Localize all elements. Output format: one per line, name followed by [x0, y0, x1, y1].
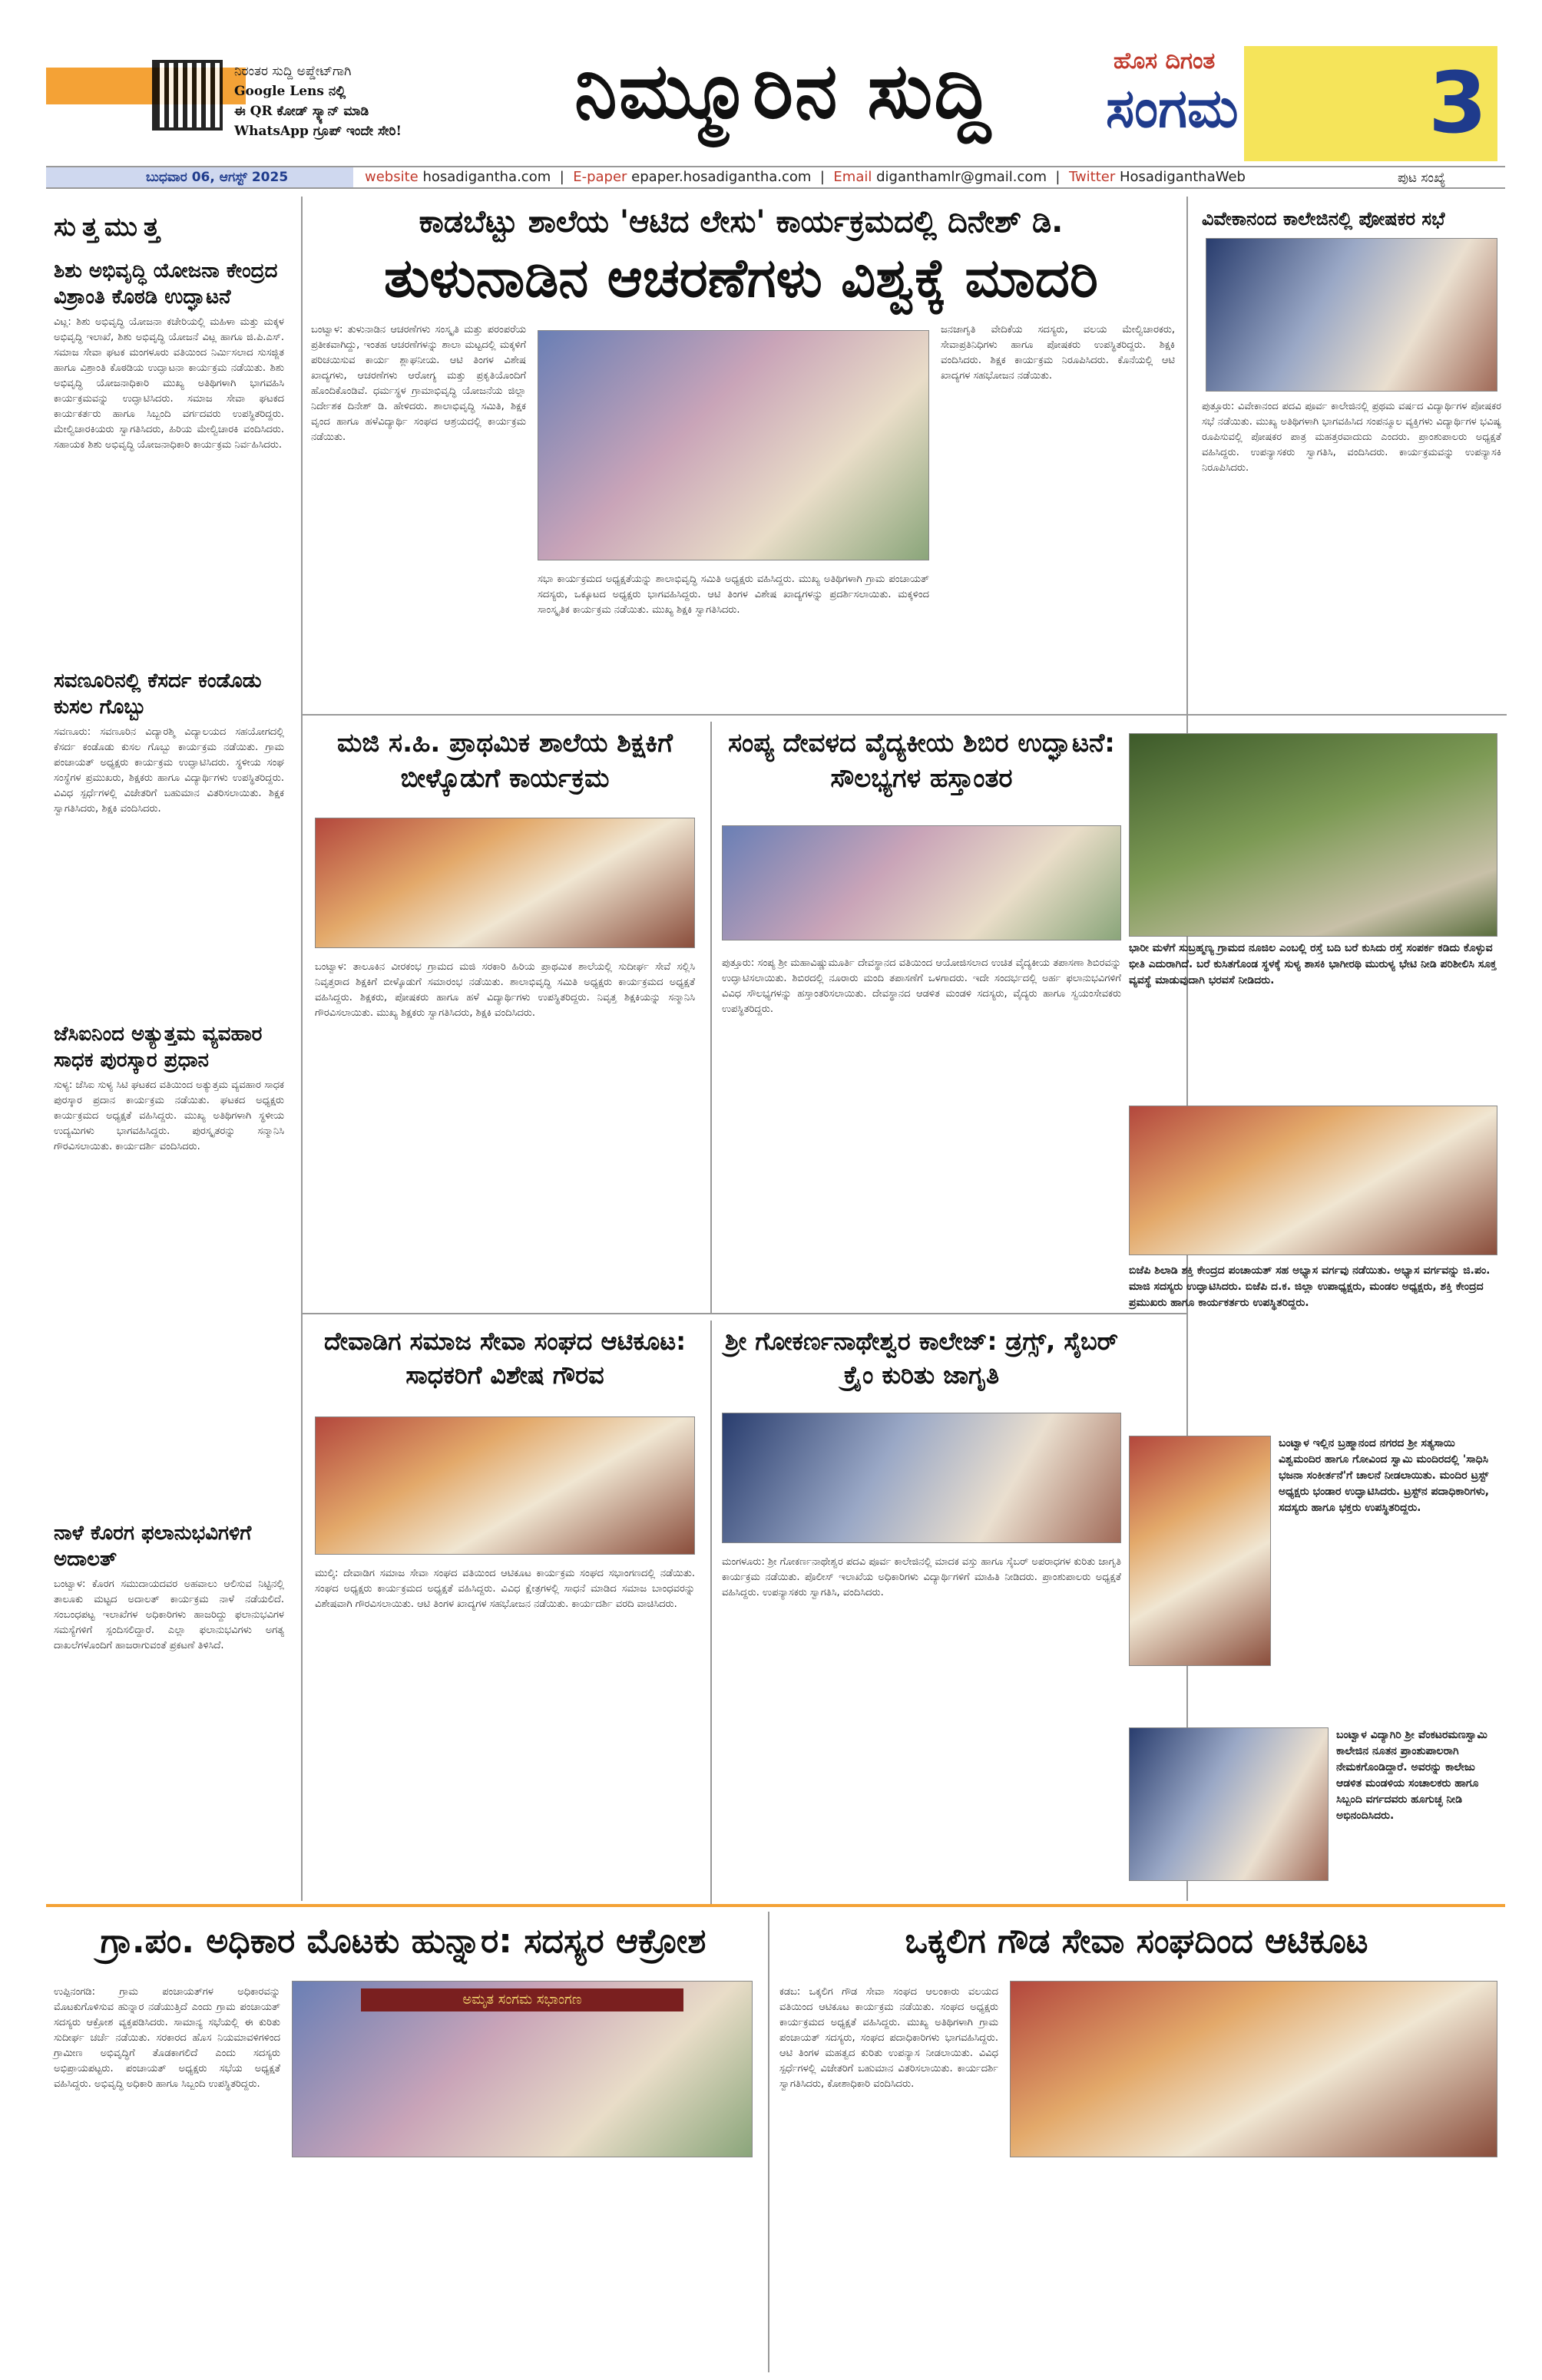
twitter-link[interactable]: HosadiganthaWeb	[1120, 169, 1246, 185]
issue-date: ಬುಧವಾರ 06, ಆಗಸ್ಟ್ 2025	[46, 167, 353, 187]
email-link[interactable]: diganthamlr@gmail.com	[876, 169, 1047, 185]
mid-left-headline: ಮಜಿ ಸ.ಹಿ. ಪ್ರಾಥಮಿಕ ಶಾಲೆಯ ಶಿಕ್ಷಕಿಗೆ ಬೀಳ್ಕೊಡುಗೆ ಕಾರ್ಯಕ್ರಮ	[337, 728, 673, 794]
low-center-body: ಮಂಗಳೂರು: ಶ್ರೀ ಗೋಕರ್ಣನಾಥೇಶ್ವರ ಪದವಿ ಪೂರ್ವ ಕಾಲೇಜಿನಲ್ಲಿ ಮಾದಕ ವಸ್ತು ಹಾಗೂ ಸೈಬರ್ ಅಪರಾಧಗಳ ಕುರಿತು ಜಾಗೃತಿ ಕಾರ್ಯಕ್ರಮ ನಡೆಯಿತು. ಪೊಲೀಸ್ ಇಲಾಖೆಯ ಅಧಿಕಾರಿಗಳು ವಿದ್ಯಾರ್ಥಿಗಳಿಗೆ ಮಾಹಿತಿ ನೀಡಿದರು. ಪ್ರಾಂಶುಪಾಲರು ಅಧ್ಯಕ್ಷತೆ ವಹಿಸಿದ್ದರು. ಉಪನ್ಯಾಸಕರು ಸ್ವಾಗತಿಸಿ, ವಂದಿಸಿದರು.	[722, 1556, 1121, 1598]
sidebar-story	[54, 1520, 284, 1654]
sidebar-story-body: ಸುಳ್ಯ: ಜೆಸಿಐ ಸುಳ್ಯ ಸಿಟಿ ಘಟಕದ ವತಿಯಿಂದ ಅತ್ಯುತ್ತಮ ವ್ಯವಹಾರ ಸಾಧಕ ಪುರಸ್ಕಾರ ಪ್ರದಾನ ಕಾರ್ಯಕ್ರಮ ನಡೆಯಿತು. ಘಟಕದ ಅಧ್ಯಕ್ಷರು ಕಾರ್ಯಕ್ರಮದ ಅಧ್ಯಕ್ಷತೆ ವಹಿಸಿದ್ದರು. ಮುಖ್ಯ ಅತಿಥಿಗಳಾಗಿ ಸ್ಥಳೀಯ ಉದ್ಯಮಿಗಳು ಭಾಗವಹಿಸಿದ್ದರು. ಪುರಸ್ಕೃತರನ್ನು ಸನ್ಮಾನಿಸಿ ಗೌರವಿಸಲಾಯಿತು. ಕಾರ್ಯದರ್ಶಿ ವಂದಿಸಿದರು.	[54, 1079, 284, 1152]
landslide-caption: ಭಾರೀ ಮಳೆಗೆ ಸುಬ್ರಹ್ಮಣ್ಯ ಗ್ರಾಮದ ನೂಜಿಲ ಎಂಬಲ್ಲಿ ರಸ್ತೆ ಬದಿ ಬರೆ ಕುಸಿದು ರಸ್ತೆ ಸಂಪರ್ಕ ಕಡಿದು ಕೊಳ್ಳುವ ಭೀತಿ ಎದುರಾಗಿದೆ. ಬರೆ ಕುಸಿತಗೊಂಡ ಸ್ಥಳಕ್ಕೆ ಸುಳ್ಯ ಶಾಸಕಿ ಭಾಗೀರಥಿ ಮುರುಳ್ಯ ಭೇಟಿ ನೀಡಿ ಪರಿಶೀಲಿಸಿ ಸೂಕ್ತ ವ್ಯವಸ್ಥೆ ಮಾಡುವುದಾಗಿ ಭರವಸೆ ನೀಡಿದರು.	[1129, 942, 1497, 987]
mid-center-headline: ಸಂಪ್ಯ ದೇವಳದ ವೈದ್ಯಕೀಯ ಶಿಬಿರ ಉದ್ಘಾಟನೆ: ಸೌಲಭ್ಯಗಳ ಹಸ್ತಾಂತರ	[728, 728, 1115, 794]
sidebar-story-body: ವಿಟ್ಲ: ಶಿಶು ಅಭಿವೃದ್ಧಿ ಯೋಜನಾ ಕಚೇರಿಯಲ್ಲಿ ಮಹಿಳಾ ಮತ್ತು ಮಕ್ಕಳ ಅಭಿವೃದ್ಧಿ ಇಲಾಖೆ, ಶಿಶು ಅಭಿವೃದ್ಧಿ ಯೋಜನೆ ವಿಟ್ಲ ಹಾಗೂ ಜಿ.ಪಿ.ಎಸ್. ಸಮಾಜ ಸೇವಾ ಘಟಕ ಮಂಗಳೂರು ವತಿಯಿಂದ ನಿರ್ಮಿಸಲಾದ ಸುಸಜ್ಜಿತ ಹಾಗೂ ವಿಶ್ರಾಂತಿ ಕೊಠಡಿಯ ಉದ್ಘಾಟನಾ ಕಾರ್ಯಕ್ರಮ ನಡೆಯಿತು. ಶಿಶು ಅಭಿವೃದ್ಧಿ ಯೋಜನಾಧಿಕಾರಿ ಮುಖ್ಯ ಅತಿಥಿಗಳಾಗಿ ಭಾಗವಹಿಸಿ ಕಾರ್ಯಕ್ರಮವನ್ನು ಉದ್ಘಾಟಿಸಿದರು. ಸಮಾಜ ಸೇವಾ ಘಟಕದ ಕಾರ್ಯಕರ್ತರು ಹಾಗೂ ಸಿಬ್ಬಂದಿ ವರ್ಗದವರು ಉಪಸ್ಥಿತರಿದ್ದರು. ಮೇಲ್ವಿಚಾರಕಿಯರು ಸ್ವಾಗತಿಸಿದರು, ಹಿರಿಯ ಮೇಲ್ವಿಚಾರಕಿ ವಂದಿಸಿದರು. ಸಹಾಯಕ ಶಿಶು ಅಭಿವೃದ್ಧಿ ಯೋಜನಾಧಿಕಾರಿ ಕಾರ್ಯಕ್ರಮ ನಿರ್ವಹಿಸಿದರು.	[54, 316, 284, 451]
sidebar-header: ಸುತ್ತಮುತ್ತ	[54, 212, 166, 243]
sidebar-story-body: ಬಂಟ್ವಾಳ: ಕೊರಗ ಸಮುದಾಯದವರ ಅಹವಾಲು ಆಲಿಸುವ ನಿಟ್ಟಿನಲ್ಲಿ ತಾಲೂಕು ಮಟ್ಟದ ಅದಾಲತ್ ಕಾರ್ಯಕ್ರಮ ನಾಳೆ ನಡೆಯಲಿದೆ. ಸಂಬಂಧಪಟ್ಟ ಇಲಾಖೆಗಳ ಅಧಿಕಾರಿಗಳು ಹಾಜರಿದ್ದು ಫಲಾನುಭವಿಗಳ ಸಮಸ್ಯೆಗಳಿಗೆ ಸ್ಪಂದಿಸಲಿದ್ದಾರೆ. ಎಲ್ಲಾ ಫಲಾನುಭವಿಗಳು ಅಗತ್ಯ ದಾಖಲೆಗಳೊಂದಿಗೆ ಹಾಜರಾಗುವಂತೆ ಪ್ರಕಟಣೆ ತಿಳಿಸಿದೆ.	[54, 1578, 284, 1651]
twitter-label: Twitter	[1068, 169, 1116, 185]
column-rule	[768, 1912, 769, 2372]
qr-code-icon[interactable]	[152, 60, 223, 131]
page-number: 3	[1428, 54, 1487, 152]
sidebar-story-headline: ನಾಳೆ ಕೊರಗ ಫಲಾನುಭವಿಗಳಿಗೆ ಅದಾಲತ್	[54, 1522, 252, 1571]
mid-center-photo	[722, 825, 1121, 940]
sidebar-story	[54, 1021, 284, 1155]
mid-center-body: ಪುತ್ತೂರು: ಸಂಪ್ಯ ಶ್ರೀ ಮಹಾವಿಷ್ಣುಮೂರ್ತಿ ದೇವಸ್ಥಾನದ ವತಿಯಿಂದ ಆಯೋಜಿಸಲಾದ ಉಚಿತ ವೈದ್ಯಕೀಯ ತಪಾಸಣಾ ಶಿಬಿರವನ್ನು ಉದ್ಘಾಟಿಸಲಾಯಿತು. ಶಿಬಿರದಲ್ಲಿ ನೂರಾರು ಮಂದಿ ತಪಾಸಣೆಗೆ ಒಳಗಾದರು. ಇದೇ ಸಂದರ್ಭದಲ್ಲಿ ಅರ್ಹ ಫಲಾನುಭವಿಗಳಿಗೆ ವಿವಿಧ ಸೌಲಭ್ಯಗಳನ್ನು ಹಸ್ತಾಂತರಿಸಲಾಯಿತು. ದೇವಸ್ಥಾನದ ಆಡಳಿತ ಮಂಡಳಿ ಸದಸ್ಯರು, ವೈದ್ಯರು ಹಾಗೂ ಸ್ವಯಂಸೇವಕರು ಉಪಸ್ಥಿತರಿದ್ದರು.	[722, 957, 1121, 1015]
brand-big: ಸಂಗಮ	[1106, 77, 1239, 140]
website-label: website	[365, 169, 419, 185]
bjp-meeting-photo	[1129, 1106, 1497, 1255]
sidebar-story-headline: ಜೆಸಿಐನಿಂದ ಅತ್ಯುತ್ತಮ ವ್ಯವಹಾರ ಸಾಧಕ ಪುರಸ್ಕಾರ ಪ್ರಧಾನ	[54, 1023, 263, 1072]
row-rule	[301, 1313, 1186, 1314]
mid-left-photo	[315, 818, 695, 948]
row-rule	[46, 1904, 1505, 1907]
brand-small: ಹೊಸ ದಿಗಂತ	[1113, 48, 1216, 74]
right-top-body: ಪುತ್ತೂರು: ವಿವೇಕಾನಂದ ಪದವಿ ಪೂರ್ವ ಕಾಲೇಜಿನಲ್ಲಿ ಪ್ರಥಮ ವರ್ಷದ ವಿದ್ಯಾರ್ಥಿಗಳ ಪೋಷಕರ ಸಭೆ ನಡೆಯಿತು. ಮುಖ್ಯ ಅತಿಥಿಗಳಾಗಿ ಭಾಗವಹಿಸಿದ ಸಂಪನ್ಮೂಲ ವ್ಯಕ್ತಿಗಳು ವಿದ್ಯಾರ್ಥಿಗಳ ಭವಿಷ್ಯ ರೂಪಿಸುವಲ್ಲಿ ಪೋಷಕರ ಪಾತ್ರ ಮಹತ್ತರವಾದುದು ಎಂದರು. ಪ್ರಾಂಶುಪಾಲರು ಅಧ್ಯಕ್ಷತೆ ವಹಿಸಿದ್ದರು. ಉಪನ್ಯಾಸಕರು ಸ್ವಾಗತಿಸಿ, ವಂದಿಸಿದರು. ಕಾರ್ಯಕ್ರಮವನ್ನು ಉಪನ್ಯಾಸಕಿ ನಿರೂಪಿಸಿದರು.	[1202, 401, 1501, 474]
epaper-label: E-paper	[573, 169, 627, 185]
qr-note-line: ಈ QR ಕೋಡ್ ಸ್ಕ್ಯಾನ್ ಮಾಡಿ	[234, 104, 369, 119]
lead-body-right: ಜನಜಾಗೃತಿ ವೇದಿಕೆಯ ಸದಸ್ಯರು, ವಲಯ ಮೇಲ್ವಿಚಾರಕರು, ಸೇವಾಪ್ರತಿನಿಧಿಗಳು ಹಾಗೂ ಪೋಷಕರು ಉಪಸ್ಥಿತರಿದ್ದರು. ಶಿಕ್ಷಕಿ ವಂದಿಸಿದರು. ಶಿಕ್ಷಕ ಕಾರ್ಯಕ್ರಮ ನಿರೂಪಿಸಿದರು. ಕೊನೆಯಲ್ಲಿ ಆಟಿ ಖಾದ್ಯಗಳ ಸಹಭೋಜನ ನಡೆಯಿತು.	[941, 324, 1175, 382]
bottom-left-body: ಉಪ್ಪಿನಂಗಡಿ: ಗ್ರಾಮ ಪಂಚಾಯತ್‌ಗಳ ಅಧಿಕಾರವನ್ನು ಮೊಟಕುಗೊಳಿಸುವ ಹುನ್ನಾರ ನಡೆಯುತ್ತಿದೆ ಎಂದು ಗ್ರಾಮ ಪಂಚಾಯತ್ ಸದಸ್ಯರು ಆಕ್ರೋಶ ವ್ಯಕ್ತಪಡಿಸಿದರು. ಸಾಮಾನ್ಯ ಸಭೆಯಲ್ಲಿ ಈ ಕುರಿತು ಸುದೀರ್ಘ ಚರ್ಚೆ ನಡೆಯಿತು. ಸರಕಾರದ ಹೊಸ ನಿಯಮಾವಳಿಗಳಿಂದ ಗ್ರಾಮೀಣ ಅಭಿವೃದ್ಧಿಗೆ ತೊಡಕಾಗಲಿದೆ ಎಂದು ಸದಸ್ಯರು ಅಭಿಪ್ರಾಯಪಟ್ಟರು. ಪಂಚಾಯತ್ ಅಧ್ಯಕ್ಷರು ಸಭೆಯ ಅಧ್ಯಕ್ಷತೆ ವಹಿಸಿದ್ದರು. ಅಭಿವೃದ್ಧಿ ಅಧಿಕಾರಿ ಹಾಗೂ ಸಿಬ್ಬಂದಿ ಉಪಸ್ಥಿತರಿದ್ದರು.	[54, 1986, 280, 2090]
lead-body-left: ಬಂಟ್ವಾಳ: ತುಳುನಾಡಿನ ಆಚರಣೆಗಳು ಸಂಸ್ಕೃತಿ ಮತ್ತು ಪರಂಪರೆಯ ಪ್ರತೀಕವಾಗಿದ್ದು, ಇಂತಹ ಆಚರಣೆಗಳನ್ನು ಶಾಲಾ ಮಟ್ಟದಲ್ಲಿ ಮಕ್ಕಳಿಗೆ ಪರಿಚಯಿಸುವ ಕಾರ್ಯ ಶ್ಲಾಘನೀಯ. ಆಟಿ ತಿಂಗಳ ವಿಶೇಷ ಖಾದ್ಯಗಳು, ಆಚರಣೆಗಳು ಆರೋಗ್ಯ ಮತ್ತು ಪ್ರಕೃತಿಯೊಂದಿಗೆ ಹೊಂದಿಕೊಂಡಿವೆ. ಧರ್ಮಸ್ಥಳ ಗ್ರಾಮಾಭಿವೃದ್ಧಿ ಯೋಜನೆಯ ಜಿಲ್ಲಾ ನಿರ್ದೇಶಕ ದಿನೇಶ್ ಡಿ. ಹೇಳಿದರು. ಶಾಲಾಭಿವೃದ್ಧಿ ಸಮಿತಿ, ಶಿಕ್ಷಕ ವೃಂದ ಹಾಗೂ ಹಳೆವಿದ್ಯಾರ್ಥಿ ಸಂಘದ ಆಶ್ರಯದಲ್ಲಿ ಕಾರ್ಯಕ್ರಮ ನಡೆಯಿತು.	[311, 324, 526, 443]
website-link[interactable]: hosadigantha.com	[422, 169, 551, 185]
column-rule	[710, 1321, 712, 1904]
photo-sign: ಅಮೃತ ಸಂಗಮ ಸಭಾಂಗಣ	[361, 1988, 683, 2011]
row-rule	[301, 714, 1507, 716]
qr-note	[234, 61, 541, 141]
epaper-link[interactable]: epaper.hosadigantha.com	[631, 169, 812, 185]
qr-note-line: WhatsApp ಗ್ರೂಪ್ ಇಂದೇ ಸೇರಿ!	[234, 124, 402, 139]
right-top-headline: ವಿವೇಕಾನಂದ ಕಾಲೇಜಿನಲ್ಲಿ ಪೋಷಕರ ಸಭೆ	[1202, 208, 1445, 230]
bottom-left-headline: ಗ್ರಾ.ಪಂ. ಅಧಿಕಾರ ಮೊಟಕು ಹುನ್ನಾರ: ಸದಸ್ಯರ ಆಕ್ರೋಶ	[100, 1922, 706, 1961]
bottom-right-body: ಕಡಬ: ಒಕ್ಕಲಿಗ ಗೌಡ ಸೇವಾ ಸಂಘದ ಆಲಂಕಾರು ವಲಯದ ವತಿಯಿಂದ ಆಟಿಕೂಟ ಕಾರ್ಯಕ್ರಮ ನಡೆಯಿತು. ಸಂಘದ ಅಧ್ಯಕ್ಷರು ಕಾರ್ಯಕ್ರಮದ ಅಧ್ಯಕ್ಷತೆ ವಹಿಸಿದ್ದರು. ಮುಖ್ಯ ಅತಿಥಿಗಳಾಗಿ ಗ್ರಾಮ ಪಂಚಾಯತ್ ಸದಸ್ಯರು, ಸಂಘದ ಪದಾಧಿಕಾರಿಗಳು ಭಾಗವಹಿಸಿದ್ದರು. ಆಟಿ ತಿಂಗಳ ಮಹತ್ವದ ಕುರಿತು ಉಪನ್ಯಾಸ ನೀಡಲಾಯಿತು. ವಿವಿಧ ಸ್ಪರ್ಧೆಗಳಲ್ಲಿ ವಿಜೇತರಿಗೆ ಬಹುಮಾನ ವಿತರಿಸಲಾಯಿತು. ಕಾರ್ಯದರ್ಶಿ ಸ್ವಾಗತಿಸಿದರು, ಕೋಶಾಧಿಕಾರಿ ವಂದಿಸಿದರು.	[779, 1986, 998, 2090]
sidebar-story-headline: ಶಿಶು ಅಭಿವೃದ್ಧಿ ಯೋಜನಾ ಕೇಂದ್ರದ ವಿಶ್ರಾಂತಿ ಕೊಠಡಿ ಉದ್ಘಾಟನೆ	[54, 259, 278, 309]
bottom-right-headline: ಒಕ್ಕಲಿಗ ಗೌಡ ಸೇವಾ ಸಂಘದಿಂದ ಆಟಿಕೂಟ	[905, 1922, 1368, 1961]
low-center-headline: ಶ್ರೀ ಗೋಕರ್ಣನಾಥೇಶ್ವರ ಕಾಲೇಜ್: ಡ್ರಗ್ಸ್, ಸೈಬರ್ ಕ್ರೈಂ ಕುರಿತು ಜಾಗೃತಿ	[725, 1327, 1118, 1390]
mid-left-body: ಬಂಟ್ವಾಳ: ತಾಲೂಕಿನ ವೀರಕಂಭ ಗ್ರಾಮದ ಮಜಿ ಸರಕಾರಿ ಹಿರಿಯ ಪ್ರಾಥಮಿಕ ಶಾಲೆಯಲ್ಲಿ ಸುದೀರ್ಘ ಸೇವೆ ಸಲ್ಲಿಸಿ ನಿವೃತ್ತರಾದ ಶಿಕ್ಷಕಿಗೆ ಬೀಳ್ಕೊಡುಗೆ ಸಮಾರಂಭ ನಡೆಯಿತು. ಶಾಲಾಭಿವೃದ್ಧಿ ಸಮಿತಿ ಅಧ್ಯಕ್ಷರು ಕಾರ್ಯಕ್ರಮದ ಅಧ್ಯಕ್ಷತೆ ವಹಿಸಿದ್ದರು. ಶಿಕ್ಷಕರು, ಪೋಷಕರು ಹಾಗೂ ಹಳೆ ವಿದ್ಯಾರ್ಥಿಗಳು ಉಪಸ್ಥಿತರಿದ್ದರು. ನಿವೃತ್ತ ಶಿಕ್ಷಕಿಯನ್ನು ಸನ್ಮಾನಿಸಿ ಗೌರವಿಸಲಾಯಿತು. ಮುಖ್ಯ ಶಿಕ್ಷಕರು ಸ್ವಾಗತಿಸಿದರು, ಶಿಕ್ಷಕಿ ವಂದಿಸಿದರು.	[315, 961, 695, 1019]
bhajan-caption: ಬಂಟ್ವಾಳ ಇಲ್ಲಿನ ಬ್ರಹ್ಮಾನಂದ ನಗರದ ಶ್ರೀ ಸತ್ಯಸಾಯಿ ವಿಶ್ವಮಂದಿರ ಹಾಗೂ ಗೋವಿಂದ ಸ್ವಾಮಿ ಮಂದಿರದಲ್ಲಿ 'ಸಾಧಿಸಿ ಭಜನಾ ಸಂಕೀರ್ತನೆ'ಗೆ ಚಾಲನೆ ನೀಡಲಾಯಿತು. ಮಂದಿರ ಟ್ರಸ್ಟ್ ಅಧ್ಯಕ್ಷರು ಭಂಡಾರ ಉದ್ಘಾಟಿಸಿದರು. ಟ್ರಸ್ಟ್‌ನ ಪದಾಧಿಕಾರಿಗಳು, ಸದಸ್ಯರು ಹಾಗೂ ಭಕ್ತರು ಉಪಸ್ಥಿತರಿದ್ದರು.	[1279, 1437, 1490, 1514]
low-left-photo	[315, 1416, 695, 1555]
column-rule	[301, 197, 303, 1901]
contact-links: website hosadigantha.com | E-paper epaper.hosadigantha.com | Email diganthamlr@gmail.com | Twitter HosadiganthaWeb	[365, 169, 1246, 185]
sidebar-story-headline: ಸವಣೂರಿನಲ್ಲಿ ಕೆಸರ್ದ ಕಂಡೊಡು ಕುಸಲ ಗೊಬ್ಬು	[54, 669, 262, 719]
column-rule	[710, 722, 712, 1313]
low-left-headline: ದೇವಾಡಿಗ ಸಮಾಜ ಸೇವಾ ಸಂಘದ ಆಟಿಕೂಟ: ಸಾಧಕರಿಗೆ ವಿಶೇಷ ಗೌರವ	[324, 1327, 686, 1390]
qr-note-line: ನಿರಂತರ ಸುದ್ದಿ ಅಪ್ಡೇಟ್‌ಗಾಗಿ	[234, 64, 352, 79]
low-center-photo	[722, 1413, 1121, 1543]
bottom-right-photo	[1010, 1981, 1497, 2157]
bhajan-photo	[1129, 1436, 1271, 1666]
lead-photo	[538, 330, 929, 560]
right-top-photo	[1206, 238, 1497, 392]
sidebar-story	[54, 668, 284, 817]
sidebar-story-body: ಸವಣೂರು: ಸವಣೂರಿನ ವಿದ್ಯಾರಶ್ಮಿ ವಿದ್ಯಾಲಯದ ಸಹಯೋಗದಲ್ಲಿ ಕೆಸರ್ದ ಕಂಡೊಡು ಕುಸಲ ಗೊಬ್ಬು ಕಾರ್ಯಕ್ರಮ ನಡೆಯಿತು. ಗ್ರಾಮ ಪಂಚಾಯತ್ ಅಧ್ಯಕ್ಷರು ಕಾರ್ಯಕ್ರಮ ಉದ್ಘಾಟಿಸಿದರು. ಸ್ಥಳೀಯ ಸಂಘ ಸಂಸ್ಥೆಗಳ ಪ್ರಮುಖರು, ಶಿಕ್ಷಕರು ಹಾಗೂ ವಿದ್ಯಾರ್ಥಿಗಳು ಉಪಸ್ಥಿತರಿದ್ದರು. ವಿವಿಧ ಸ್ಪರ್ಧೆಗಳಲ್ಲಿ ವಿಜೇತರಿಗೆ ಬಹುಮಾನ ವಿತರಿಸಲಾಯಿತು. ಶಿಕ್ಷಕ ಸ್ವಾಗತಿಸಿದರು, ಶಿಕ್ಷಕಿ ವಂದಿಸಿದರು.	[54, 726, 284, 815]
email-label: Email	[833, 169, 872, 185]
principal-photo	[1129, 1727, 1329, 1881]
principal-caption: ಬಂಟ್ವಾಳ ವಿದ್ಯಾಗಿರಿ ಶ್ರೀ ವೆಂಕಟರಮಣಸ್ವಾಮಿ ಕಾಲೇಜಿನ ನೂತನ ಪ್ರಾಂಶುಪಾಲರಾಗಿ ನೇಮಕಗೊಂಡಿದ್ದಾರೆ. ಅವರನ್ನು ಕಾಲೇಜು ಆಡಳಿತ ಮಂಡಳಿಯ ಸಂಚಾಲಕರು ಹಾಗೂ ಸಿಬ್ಬಂದಿ ವರ್ಗದವರು ಹೂಗುಚ್ಛ ನೀಡಿ ಅಭಿನಂದಿಸಿದರು.	[1336, 1729, 1487, 1822]
low-left-body: ಮುಲ್ಕಿ: ದೇವಾಡಿಗ ಸಮಾಜ ಸೇವಾ ಸಂಘದ ವತಿಯಿಂದ ಆಟಿಕೂಟ ಕಾರ್ಯಕ್ರಮ ಸಂಘದ ಸಭಾಂಗಣದಲ್ಲಿ ನಡೆಯಿತು. ಸಂಘದ ಅಧ್ಯಕ್ಷರು ಕಾರ್ಯಕ್ರಮದ ಅಧ್ಯಕ್ಷತೆ ವಹಿಸಿದ್ದರು. ವಿವಿಧ ಕ್ಷೇತ್ರಗಳಲ್ಲಿ ಸಾಧನೆ ಮಾಡಿದ ಸಮಾಜ ಬಾಂಧವರನ್ನು ವಿಶೇಷವಾಗಿ ಗೌರವಿಸಲಾಯಿತು. ಆಟಿ ತಿಂಗಳ ಖಾದ್ಯಗಳ ಸಹಭೋಜನ ನಡೆಯಿತು. ಕಾರ್ಯದರ್ಶಿ ವರದಿ ವಾಚಿಸಿದರು.	[315, 1568, 695, 1610]
landslide-photo	[1129, 733, 1497, 937]
lead-body-mid: ಸಭಾ ಕಾರ್ಯಕ್ರಮದ ಅಧ್ಯಕ್ಷತೆಯನ್ನು ಶಾಲಾಭಿವೃದ್ಧಿ ಸಮಿತಿ ಅಧ್ಯಕ್ಷರು ವಹಿಸಿದ್ದರು. ಮುಖ್ಯ ಅತಿಥಿಗಳಾಗಿ ಗ್ರಾಮ ಪಂಚಾಯತ್ ಸದಸ್ಯರು, ಒಕ್ಕೂಟದ ಅಧ್ಯಕ್ಷರು ಭಾಗವಹಿಸಿದ್ದರು. ಆಟಿ ತಿಂಗಳ ವಿಶೇಷ ಖಾದ್ಯಗಳನ್ನು ಪ್ರದರ್ಶಿಸಲಾಯಿತು. ಮಕ್ಕಳಿಂದ ಸಾಂಸ್ಕೃತಿಕ ಕಾರ್ಯಕ್ರಮ ನಡೆಯಿತು. ಮುಖ್ಯ ಶಿಕ್ಷಕಿ ಸ್ವಾಗತಿಸಿದರು.	[538, 574, 929, 616]
bjp-meeting-caption: ಬಿಜೆಪಿ ಶಿಲಾಡಿ ಶಕ್ತಿ ಕೇಂದ್ರದ ಪಂಚಾಯತ್ ಸಹ ಅಭ್ಯಾಸ ವರ್ಗವು ನಡೆಯಿತು. ಅಭ್ಯಾಸ ವರ್ಗವನ್ನು ಜಿ.ಪಂ. ಮಾಜಿ ಸದಸ್ಯರು ಉದ್ಘಾಟಿಸಿದರು. ಬಿಜೆಪಿ ದ.ಕ. ಜಿಲ್ಲಾ ಉಪಾಧ್ಯಕ್ಷರು, ಮಂಡಲ ಅಧ್ಯಕ್ಷರು, ಶಕ್ತಿ ಕೇಂದ್ರದ ಪ್ರಮುಖರು ಹಾಗೂ ಕಾರ್ಯಕರ್ತರು ಉಪಸ್ಥಿತರಿದ್ದರು.	[1129, 1264, 1491, 1309]
qr-note-line: Google Lens ನಲ್ಲಿ	[234, 84, 346, 99]
sidebar-story	[54, 258, 284, 453]
lead-headline: ತುಳುನಾಡಿನ ಆಚರಣೆಗಳು ವಿಶ್ವಕ್ಕೆ ಮಾದರಿ	[384, 246, 1098, 309]
page-count-label: ಪುಟ ಸಂಖ್ಯೆ	[1398, 170, 1446, 186]
masthead-title: ನಿಮ್ಮೂರಿನ ಸುದ್ದಿ	[574, 46, 992, 136]
lead-kicker: ಕಾಡಬೆಟ್ಟು ಶಾಲೆಯ 'ಆಟಿದ ಲೇಸು' ಕಾರ್ಯಕ್ರಮದಲ್ಲಿ ದಿನೇಶ್ ಡಿ.	[419, 204, 1064, 240]
